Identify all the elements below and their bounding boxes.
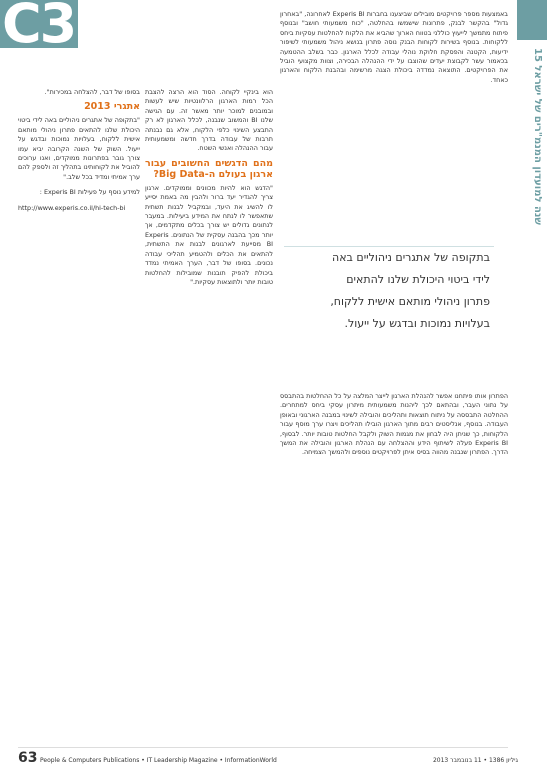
left-column <box>18 88 140 213</box>
right-column-top-text: באמצעות מספר פרויקטים מובילים שביצענו בחברות Experis BI לאחרונה, "באחרון גדול" בהקשר לבנק, פתרונות שישמשו בהחלטה, "כוח משמעותי חושב" ובנוסף פיתוח מתמשך לייעוץ כוללני בטווח הארוך שהביא את הלקוח להחלטות עסקיות ביחס ללקוחות. בנוסף בשירות לקוחות הבנק נוסה פתרון בנושא ניהול משמעותי לשיפור ידיעות, הקטנה והפסקת חלוקת נוהלי עבודה לכלל הארגון. כבר בשלב ההטמעה בכאמור עשר לקבוצת יעדים שהוצבו על ידי ההנהלה הבכירה, וצוות מקצועי הוביל את הפרויקטים. התוצאה נמדדה ביכולת הצגה מרשימה ובהבנת הלקוח והארגון כאחד. <box>280 10 509 84</box>
page-number: 63 <box>18 750 38 766</box>
right-column-bottom <box>280 392 508 458</box>
side-strip-accent <box>517 0 547 40</box>
left-column-body: "בתקופה של אתגרים ניהוליים באה לידי ביטוי היכולת שלנו להתאים פתרון ניהולי מותאם אישית ללקוח, בעלויות נמוכות ובדגש על ייעול. השוק של השנה הקרובה יביא עמו צורך גובר בפתרונות ממוקדים, ואנו ערוכים להוביל את לקוחותינו בתהליך זה ולספק להם ערך אמיתי ומדיד בכל שלב." <box>18 116 140 181</box>
right-column-bottom-text: הפתרון אותו פיתחנו אפשר להנהלת הארגון לייצר המלצה על כל ההחלטות בהתבסס על נתוני העבר, ובהתאם לכך ליהנות משמעותית מיתרון עסקי ביחס למתחרים. ההחלטה התבססה על ניתוח תוצאות ותהליכים והובילה לשינוי במבנה הארגוני ובאופן העבודה. בנוסף, אנליסטים רבים מתוך הארגון הובילו תהליכים ויצרו ערך מוסף עבור הלקוחות, כך שניתן היה לבחון את מגמות השוק ולקבל החלטות טובות יותר. לבסוף, Experis BI פעלה לשיתוף הידע וההצלחה עם הנהלת הארגון והובילה את המשך הדרך. הפתרון שנבנה מהווה בסיס איתן לפרויקטים נוספים ולהמשך הצמיחה. <box>280 392 508 457</box>
experis-link[interactable]: http://www.experis.co.il/hi-tech-bi <box>18 203 126 212</box>
big-data-heading: מהם הדגשים החשובים עבור ארגון בעולם ה-Big Data? <box>145 157 273 180</box>
page-footer <box>18 750 518 766</box>
side-strip-caption: 15 שנה למועדון המנמ"רים של ישראל <box>532 48 543 225</box>
right-column-top <box>280 10 508 85</box>
challenges-heading: אתגרי 2013 <box>84 101 140 113</box>
magazine-logo: C3 <box>2 0 76 55</box>
left-column-intro: בסופו של דבר, להצלחה במכירות". <box>44 88 140 96</box>
middle-column-body: "הדגש הוא להיות מכוונים וממוקדים. ארגון צריך להגדיר יעד ברור ולהבין מה באמת יסייע לו להשיג את היעד, ובמקביל לבנות תשתית שתאפשר לו לנתח את המידע ביעילות. במעבר לנתונים גדולים יש צורך בכלים מתקדמים, אך יותר מכך בהבנה עסקית של הנתונים. Experis BI מסייעת לארגונים לבנות את התשתית, להתאים את הכלים ולהטמיע תהליכי עבודה נכונים. בסופו של דבר, הערך האמיתי נמדד ביכולת להפיק תובנות שמובילות להחלטות טובות יותר ולתוצאות עסקיות." <box>145 183 273 286</box>
footer-issue-date: גיליון 1386 • 11 בנובמבר 2013 <box>432 757 518 764</box>
pull-quote <box>284 246 494 383</box>
middle-column <box>145 88 273 287</box>
footer-publication: People & Computers Publications • IT Leadership Magazine • InformationWorld <box>40 757 277 764</box>
more-info-label: למידע נוסף על פעילות Experis BI : <box>39 188 140 197</box>
side-strip <box>517 0 547 774</box>
footer-divider <box>18 747 508 748</box>
middle-column-intro: הוא בינקיי לקוחה. הסוד הוא הרצה להצבת הכל רמות הארגון הרלוונטיות שיש לעשות ובמובנים למוכר יותר מאשר זה. עם הגישה שלנו BI והמשוב שנבנה, לכלל הארגון לא רק התבצע השינוי כלפי הלקוח, אלא גם נבנתה תרבות של עבודה בדרך חדשה ומשמעותית עבור ההנהלה ואנשי השטח. <box>145 88 273 153</box>
pull-quote-text: בתקופה של אתגרים ניהוליים באה לידי ביטוי היכולת שלנו להתאים פתרון ניהולי מותאם אישית ללקוח, בעלויות נמוכות ובדגש על ייעול. <box>330 251 490 330</box>
